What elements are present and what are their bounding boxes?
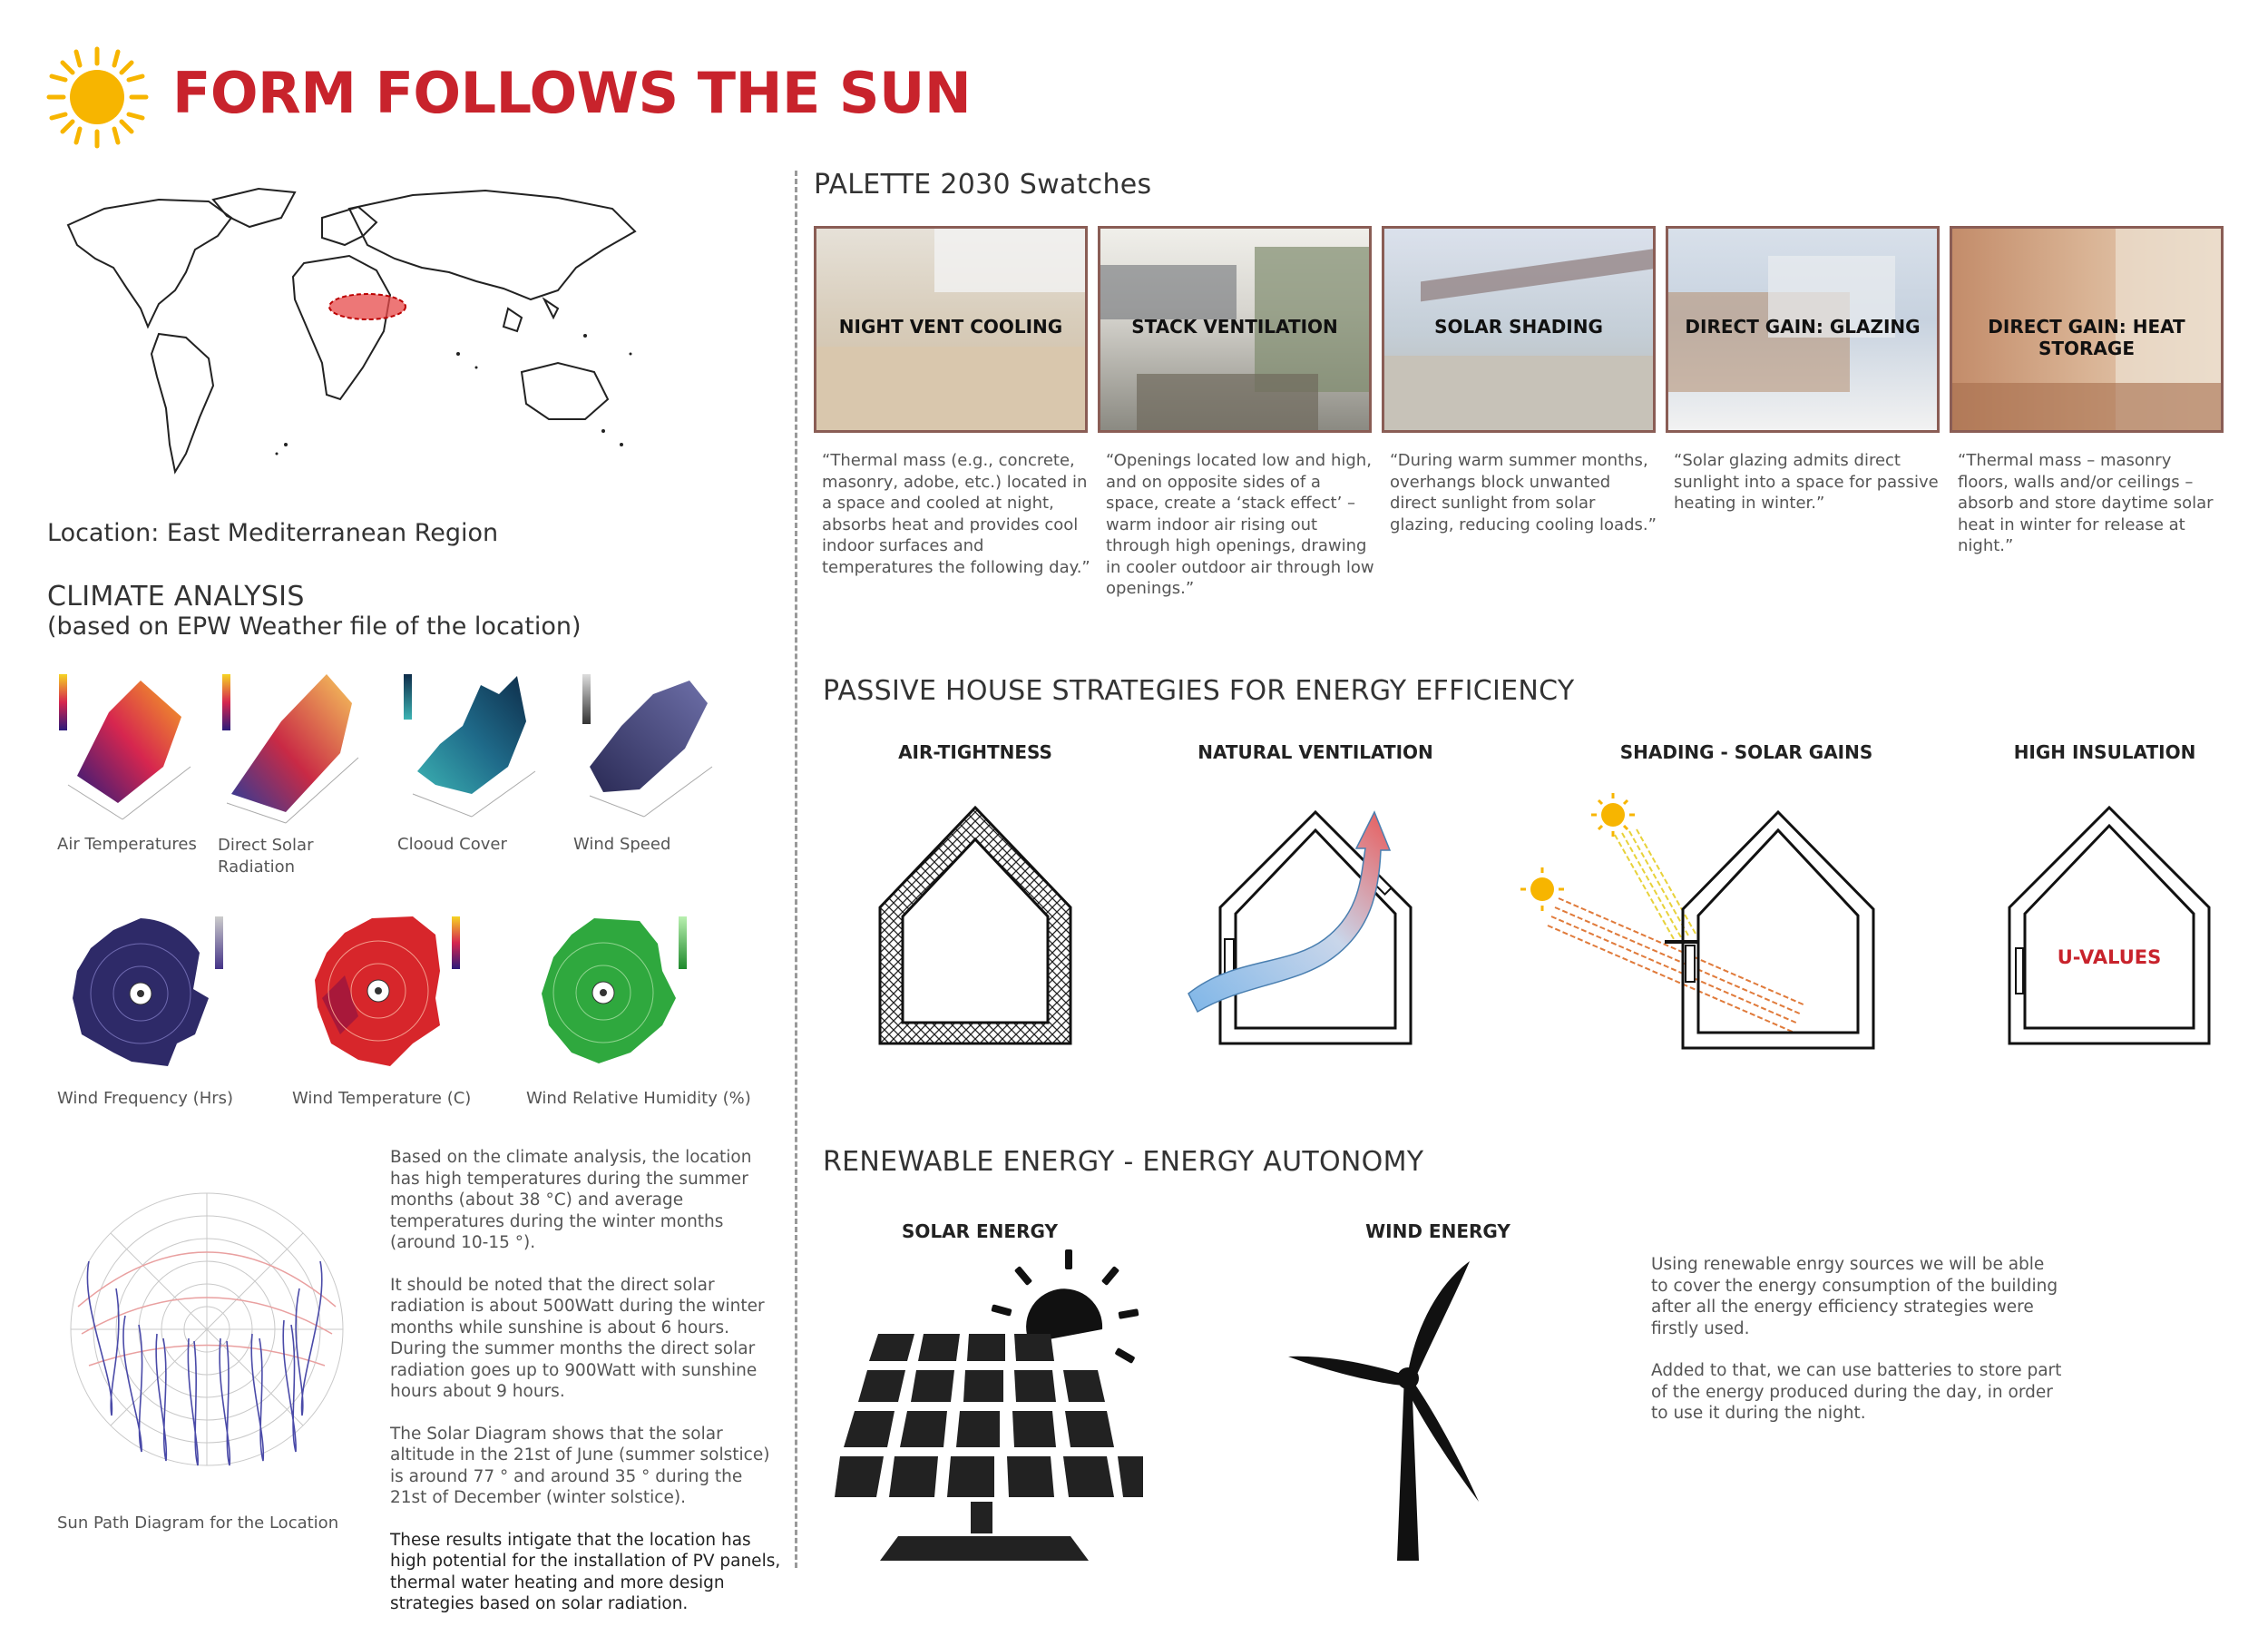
climate-subtitle: (based on EPW Weather file of the location) [47,612,582,641]
sun-icon [991,1249,1139,1364]
strategy-label: NATURAL VENTILATION [1198,741,1433,763]
rose-caption: Wind Relative Humidity (%) [526,1089,751,1108]
swatch-description: “During warm summer months, overhangs block unwanted direct sunlight from solar glazing, reducing cooling loads.” [1390,451,1657,534]
analysis-paragraph: The Solar Diagram shows that the solar altitude in the 21st of June (summer solstice) is around 77 ° and around 35 ° during the 21st of December (winter solstice). [390,1424,770,1507]
air-tightness-house-icon [875,803,1075,1048]
sun-icon [1591,793,1635,837]
plot-caption: Clooud Cover [397,835,507,854]
solar-panel-icon [835,1248,1143,1561]
direct-solar-radiation-plot [218,667,363,826]
swatch-description: “Thermal mass (e.g., concrete, masonry, adobe, etc.) located in a space and cooled at night, absorbs heat and provides cool indoor surfaces and temperatures the following day.” [822,451,1090,577]
wind-turbine-icon [1288,1257,1497,1570]
renewable-paragraph: Using renewable enrgy sources we will be able to cover the energy consumption of the building after all the energy efficiency strategies were firstly used. [1651,1255,2058,1338]
rose-caption: Wind Temperature (C) [292,1089,472,1108]
swatch-night-vent-cooling [814,226,1088,433]
region-highlight [329,294,406,319]
sun-icon [1520,867,1564,911]
rose-caption: Wind Frequency (Hrs) [57,1089,234,1108]
wind-energy-label: WIND ENERGY [1365,1220,1510,1242]
plot-caption: Direct Solar Radiation [218,836,314,877]
swatch-direct-gain-heat-storage [1950,226,2224,433]
swatch-description: “Solar glazing admits direct sunlight into a space for passive heating in winter.” [1674,451,1939,513]
wind-frequency-rose [59,907,240,1075]
strategy-label: HIGH INSULATION [2013,741,2196,763]
cloud-cover-plot [399,667,544,826]
location-value: East Mediterranean Region [166,519,499,547]
strategy-label: SHADING - SOLAR GAINS [1619,741,1873,763]
swatch-label: NIGHT VENT COOLING [838,316,1063,338]
swatch-description: “Openings located low and high, and on opposite sides of a space, create a ‘stack effect’ – warm indoor air rising out through high openings, drawing in cooler outdoor air through low openings.” [1106,451,1374,598]
sunpath-caption: Sun Path Diagram for the Location [57,1514,339,1533]
swatch-label: SOLAR SHADING [1434,316,1603,338]
air-temperature-plot [54,667,200,826]
renewable-paragraph: Added to that, we can use batteries to store part of the energy produced during the day, in order to use it during the night. [1651,1361,2062,1423]
sun-path-diagram [62,1161,352,1497]
swatch-stack-ventilation [1098,226,1372,433]
location-label: Location: [47,519,160,547]
world-map [50,181,653,481]
location-line [47,519,498,547]
swatch-label: DIRECT GAIN: HEAT STORAGE [1988,316,2185,359]
natural-ventilation-house-icon [1179,803,1433,1048]
climate-title: CLIMATE ANALYSIS [47,581,305,612]
wind-humidity-rose [531,907,712,1075]
palette-title: PALETTE 2030 Swatches [814,169,1152,201]
u-values-label: U-VALUES [2057,946,2162,968]
swatch-solar-shading [1382,226,1656,433]
wind-speed-plot [572,667,717,826]
climate-analysis-text [390,1147,782,1636]
page-title: FORM FOLLOWS THE SUN [172,60,972,126]
strategy-label: AIR-TIGHTNESS [898,741,1052,763]
swatch-direct-gain-glazing [1666,226,1940,433]
shading-solar-gains-house-icon [1515,789,1896,1053]
analysis-paragraph: It should be noted that the direct solar radiation is about 500Watt during the winter months while sunshine is about 6 hours. During the summer months the direct solar radiation goes up to 900Watt with sunshine hours about 9 hours. [390,1275,765,1401]
swatch-label: STACK VENTILATION [1131,316,1338,338]
plot-caption: Air Temperatures [57,835,197,854]
swatch-label: DIRECT GAIN: GLAZING [1685,316,1921,338]
swatch-description: “Thermal mass – masonry floors, walls and/or ceilings – absorb and store daytime solar heat in winter for release at night.” [1958,451,2214,555]
analysis-paragraph: Based on the climate analysis, the location has high temperatures during the summer months (about 38 °C) and average temperatures during the winter months (around 10-15 °). [390,1148,752,1252]
analysis-paragraph: These results intigate that the location has high potential for the installation of PV panels, thermal water heating and more design strategies based on solar radiation. [390,1530,781,1613]
high-insulation-house-icon [2005,803,2214,1048]
wind-temperature-rose [304,907,485,1075]
plot-caption: Wind Speed [573,835,671,854]
column-divider [795,171,797,1568]
renewable-text [1651,1254,2064,1445]
passive-title: PASSIVE HOUSE STRATEGIES FOR ENERGY EFFICIENCY [823,675,1575,707]
renewable-title: RENEWABLE ENERGY - ENERGY AUTONOMY [823,1146,1424,1178]
solar-energy-label: SOLAR ENERGY [902,1220,1058,1242]
sun-icon [45,45,150,150]
